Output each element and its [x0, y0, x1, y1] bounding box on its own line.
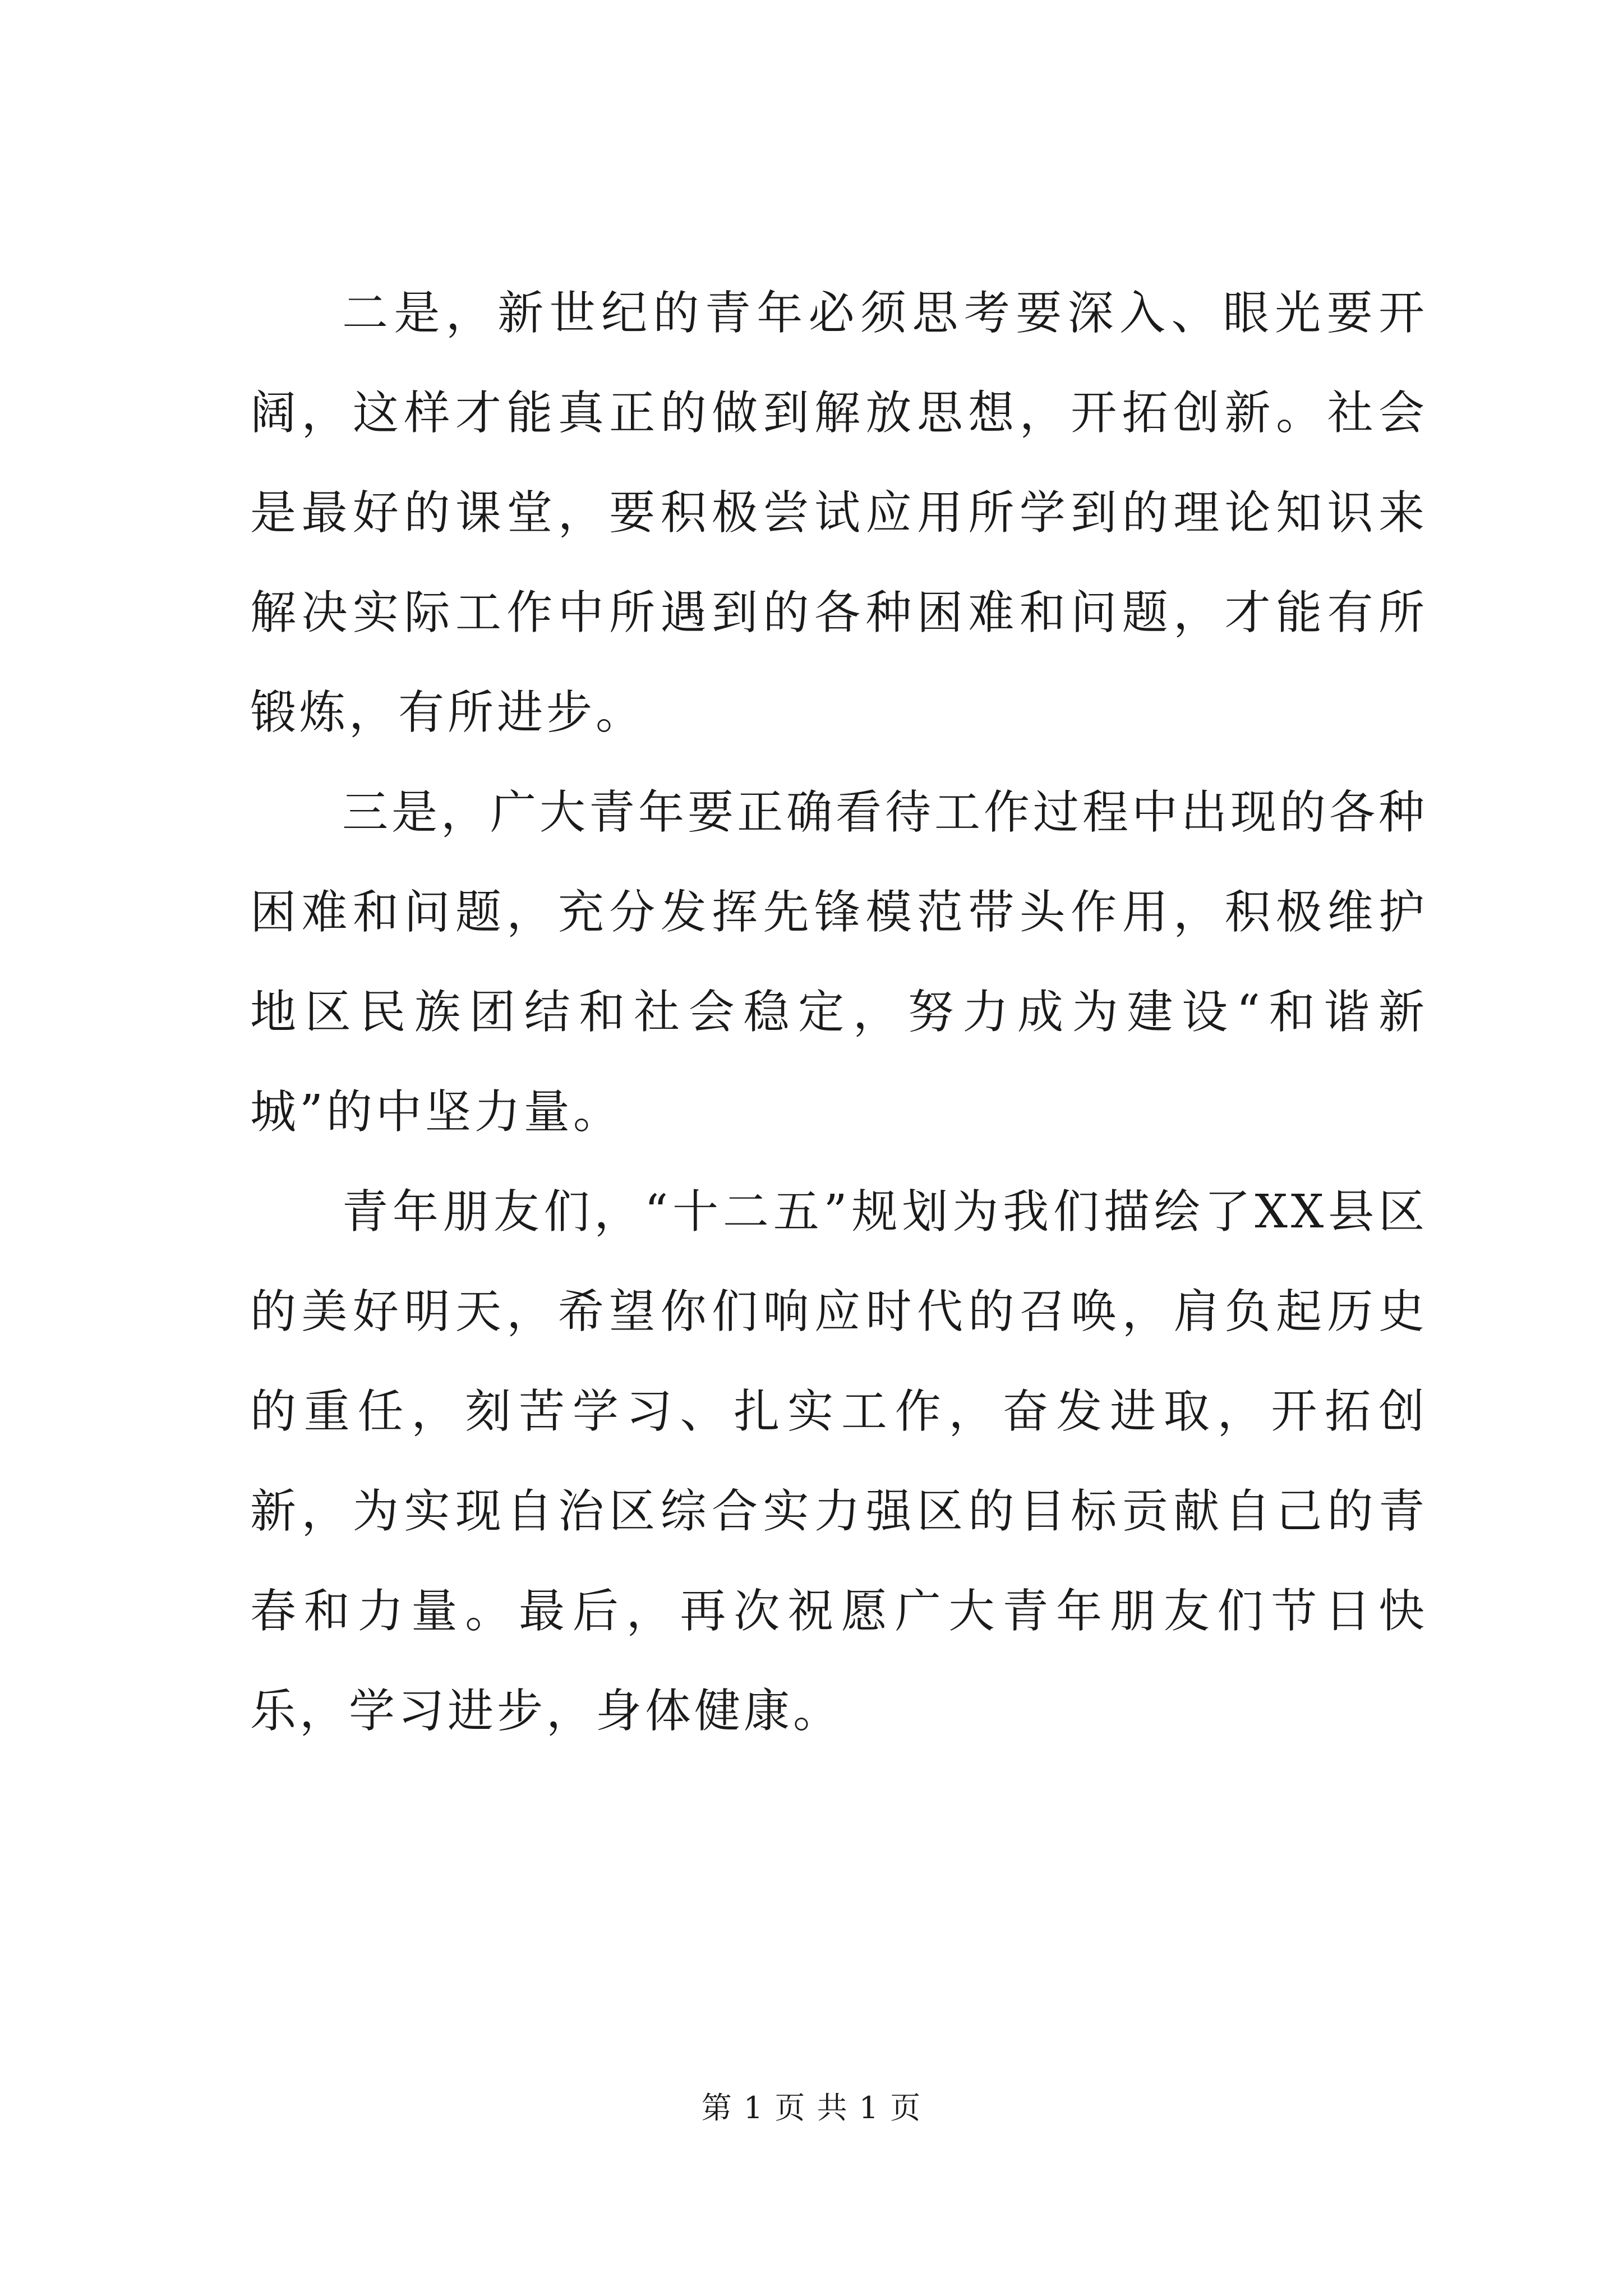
paragraph-point-three: 三是，广大青年要正确看待工作过程中出现的各种困难和问题，充分发挥先锋模范带头作用，积极维护地区民族团结和社会稳定，努力成为建设“和谐新城”的中坚力量。: [250, 786, 1428, 1139]
paragraph-point-two: 二是，新世纪的青年必须思考要深入、眼光要开阔，这样才能真正的做到解放思想，开拓创新。社会是最好的课堂，要积极尝试应用所学到的理论知识来解决实际工作中所遇到的各种困难和问题，才能有所锻炼，有所进步。: [250, 287, 1428, 739]
document-body: [250, 264, 1428, 1761]
paragraph-closing: 青年朋友们，“十二五”规划为我们描绘了XX县区的美好明天，希望你们响应时代的召唤，肩负起历史的重任，刻苦学习、扎实工作，奋发进取，开拓创新，为实现自治区综合实力强区的目标贡献自己的青春和力量。最后，再次祝愿广大青年朋友们节日快乐，学习进步，身体健康。: [250, 1185, 1428, 1738]
page-footer: 第 1 页 共 1 页: [701, 2090, 922, 2125]
